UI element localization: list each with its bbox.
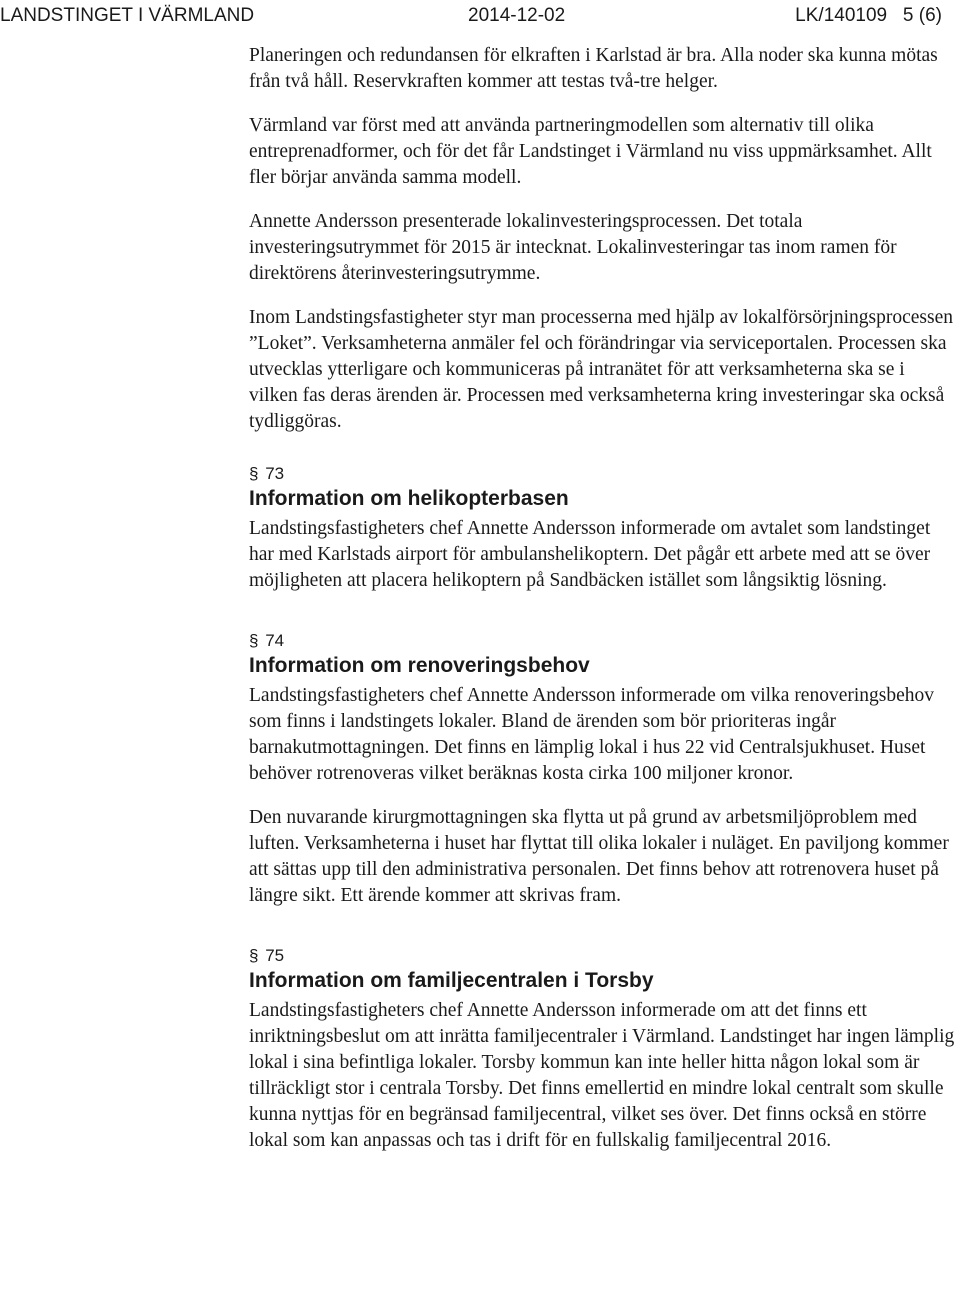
document-date: 2014-12-02 [468,5,566,26]
paragraph: Planeringen och redundansen för elkraften i Karlstad är bra. Alla noder ska kunna mötas från två håll. Reservkraften kommer att testas två-tre helger. [249,45,938,92]
section-number [249,463,955,485]
paragraph: Landstingsfastigheters chef Annette Andersson informerade om att det finns ett inriktningsbeslut om att inrätta familjecentraler i Värmland. Landstinget har ingen lämplig lokal i sina befintliga lokaler. Torsby kommun kan inte heller hitta någon lokal som är tillräckligt stor i centrala Torsby. Det finns emellertid en mindre lokal centralt som skulle kunna nyttjas för en begränsad familjecentral, vilket ses över. Det finns också en större lokal som kan anpassas och tas i drift för en fullskalig familjecentral 2016. [249,1000,955,1151]
section-number-value: 75 [265,946,285,965]
section-title: Information om familjecentralen i Torsby [249,969,654,992]
document-reference: LK/140109 5 (6) [795,5,942,26]
section-number-value: 74 [265,631,285,650]
section-number-value: 73 [265,464,285,483]
section-title: Information om helikopterbasen [249,487,569,510]
paragraph: Den nuvarande kirurgmottagningen ska flytta ut på grund av arbetsmiljöproblem med luften. Verksamheterna i huset har flyttat till olika lokaler i nuläget. En paviljong kommer att sättas upp till den administrativa personalen. Det finns behov att rotrenovera huset på längre sikt. Ett ärende kommer att skrivas fram. [249,807,949,906]
organization-name: LANDSTINGET I VÄRMLAND [0,5,255,26]
section-number [249,630,955,652]
section-73 [249,463,955,594]
section-symbol: § [249,631,259,650]
section-symbol: § [249,946,259,965]
paragraph: Annette Andersson presenterade lokalinvesteringsprocessen. Det totala investeringsutrymmet för 2015 är intecknat. Lokalinvesteringar tas inom ramen för direktörens återinvesteringsutrymme. [249,211,897,284]
paragraph: Värmland var först med att använda partneringmodellen som alternativ till olika entreprenadformer, och för det får Landstinget i Värmland nu viss uppmärksamhet. Allt fler börjar använda samma modell. [249,115,932,188]
section-75 [249,945,955,1154]
page-header [0,4,960,28]
section-title: Information om renoveringsbehov [249,654,590,677]
paragraph: Landstingsfastigheters chef Annette Andersson informerade om avtalet som landstinget har med Karlstads airport för ambulanshelikoptern. Det pågår ett arbete med att se över möjligheten att placera helikoptern på Sandbäcken istället som långsiktig lösning. [249,518,931,591]
paragraph: Landstingsfastigheters chef Annette Andersson informerade om vilka renoveringsbehov som finns i landstingets lokaler. Bland de ärenden som bör prioriteras ingår barnakutmottagningen. Det finns en lämplig lokal i hus 22 vid Centralsjukhuset. Huset behöver rotrenoveras vilket beräknas kosta cirka 100 miljoner kronor. [249,685,935,784]
paragraph: Inom Landstingsfastigheter styr man processerna med hjälp av lokalförsörjningsprocessen ”Loket”. Verksamheterna anmäler fel och förändringar via serviceportalen. Processen ska utvecklas ytterligare och kommuniceras på intranätet för att verksamheterna ska se i vilken fas deras ärenden är. Processen med verksamheterna kring investeringar ska också tydliggöras. [249,307,953,432]
minutes-body [249,43,955,1172]
section-symbol: § [249,464,259,483]
section-number [249,945,955,967]
section-74 [249,630,955,909]
